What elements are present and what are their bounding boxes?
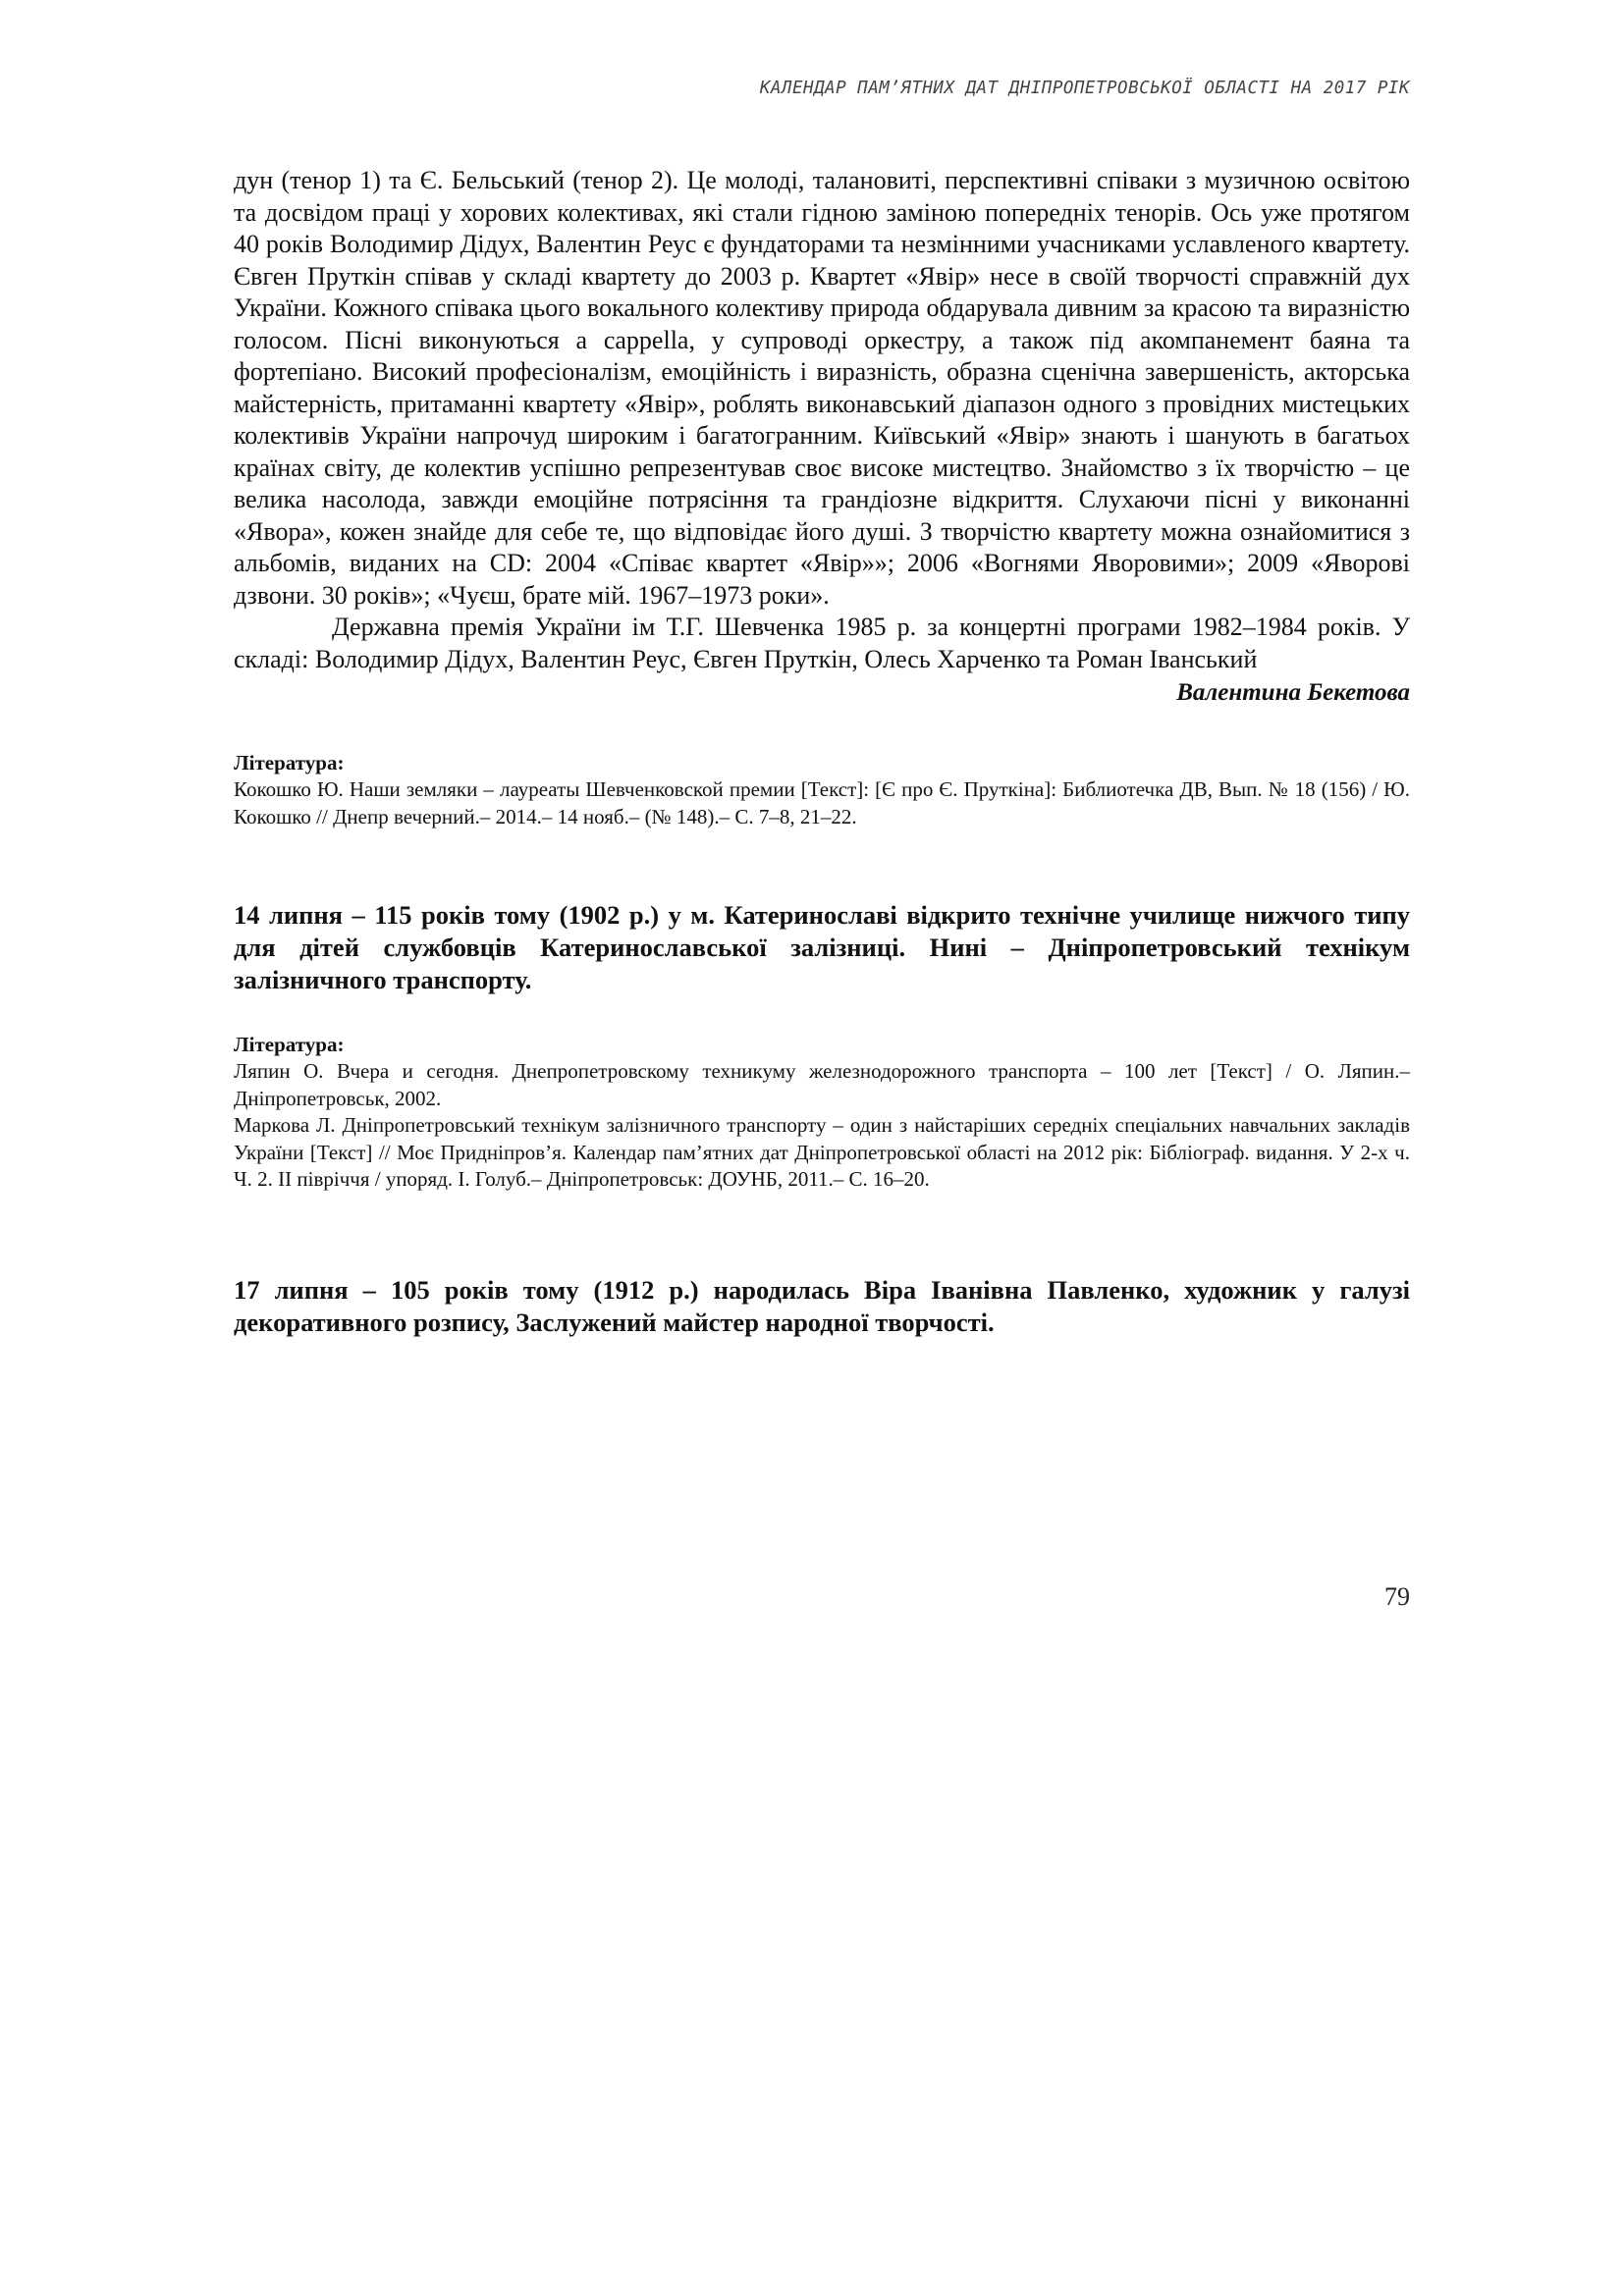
literature-label: Література:: [234, 1033, 345, 1056]
article-literature: [234, 750, 1410, 830]
literature-item: Ляпин О. Вчера и сегодня. Днепропетровскому техникуму железнодорожного транспорта – 100 лет [Текст] / О. Ляпин.– Днiпропетровськ, 2002.: [234, 1059, 1410, 1110]
page-number: 79: [1384, 1582, 1410, 1611]
event-heading: 14 липня – 115 років тому (1902 р.) у м. Катеринославі відкрито технічне училище нижчого типу для дітей службовців Катеринославської залізниці. Нині – Дніпропетровський технікум залізничного транспорту.: [234, 900, 1410, 994]
event-literature: [234, 1032, 1410, 1194]
literature-item: Маркова Л. Дніпропетровський технікум залізничного транспорту – один з найстаріших середніх спеціальних навчальних закладів України [Текст] // Моє Придніпров’я. Календар пам’ятних дат Дніпропетровської області на 2012 рік: Бібліограф. видання. У 2-х ч. Ч. 2. ІІ півріччя / упоряд. І. Голуб.– Дніпропетровськ: ДОУНБ, 2011.– С. 16–20.: [234, 1113, 1410, 1191]
event-heading: 17 липня – 105 років тому (1912 р.) народилась Віра Іванівна Павленко, художник у галузі декоративного розпису, Заслужений майстер народної творчості.: [234, 1274, 1410, 1337]
literature-label: Література:: [234, 751, 345, 774]
page-content: [234, 165, 1410, 1339]
article-paragraph: дун (тенор 1) та Є. Бельський (тенор 2). Це молоді, талановиті, перспективні співаки з музичною освітою та досвідом праці у хорових колективах, які стали гідною заміною попередніх тенорів. Ось уже протягом 40 років Володимир Дідух, Валентин Реус є фундаторами та незмінними учасниками уславленого квартету. Євген Пруткін співав у складі квартету до 2003 р. Квартет «Явір» несе в своїй творчості справжній дух України. Кожного співака цього вокального колективу природа обдарувала дивним за красою та виразністю голосом. Пісні виконуються а cappella, у супроводі оркестру, а також під акомпанемент баяна та фортепіано. Високий професіоналізм, емоційність і виразність, образна сценічна завершеність, акторська майстерність, притаманні квартету «Явір», роблять виконавський діапазон одного з провідних мистецьких колективів України напрочуд широким і багатогранним. Київський «Явір» знають і шанують в багатьох країнах світу, де колектив успішно репрезентував своє високе мистецтво. Знайомство з їх творчістю – це велика насолода, завжди емоційне потрясіння та грандіозне відкриття. Слухаючи пісні у виконанні «Явора», кожен знайде для себе те, що відповідає його душі. З творчістю квартету можна ознайомитися з альбомів, виданих на CD: 2004 «Співає квартет «Явір»»; 2006 «Вогнями Яворовими»; 2009 «Яворові дзвони. 30 років»; «Чуєш, брате мій. 1967–1973 роки».: [234, 166, 1410, 610]
article-author: Валентина Бекетова: [1176, 679, 1410, 706]
running-header: КАЛЕНДАР ПАМ’ЯТНИХ ДАТ ДНІПРОПЕТРОВСЬКОЇ ОБЛАСТІ НА 2017 РІК: [759, 79, 1410, 98]
literature-item: Кокошко Ю. Наши земляки – лауреаты Шевченковской премии [Текст]: [Є про Є. Пруткіна]: Библиотечка ДВ, Вып. № 18 (156) / Ю. Кокошко // Днепр вечерний.– 2014.– 14 нояб.– (№ 148).– С. 7–8, 21–22.: [234, 777, 1410, 828]
article-paragraph-award: Державна премія України ім Т.Г. Шевченка 1985 р. за концертні програми 1982–1984 років. У складі: Володимир Дідух, Валентин Реус, Євген Пруткін, Олесь Харченко та Роман Іванський: [234, 613, 1410, 673]
